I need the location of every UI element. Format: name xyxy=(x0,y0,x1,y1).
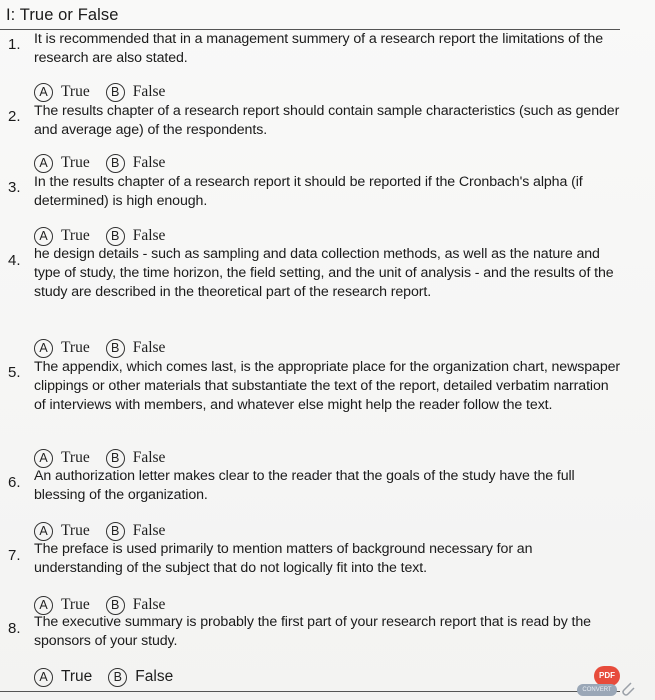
question-number: 8. xyxy=(8,620,21,637)
option-b-circle: B xyxy=(106,449,125,468)
option-a-circle: A xyxy=(34,522,53,541)
option-a-circle: A xyxy=(34,154,53,173)
question-text: It is recommended that in a management summery of a research report the limitations of the research are also stated. xyxy=(34,31,604,66)
question-number: 5. xyxy=(8,364,21,381)
option-a-label: True xyxy=(61,449,90,466)
question-number: 7. xyxy=(8,547,21,564)
option-b-circle: B xyxy=(106,154,125,173)
option-a-circle: A xyxy=(34,449,53,468)
option-b-label: False xyxy=(132,227,166,244)
option-a[interactable] xyxy=(34,227,90,246)
answer-options xyxy=(34,666,189,688)
answer-options xyxy=(34,152,181,174)
option-b[interactable] xyxy=(106,83,166,102)
option-b[interactable] xyxy=(106,449,166,468)
question-number: 3. xyxy=(8,179,21,196)
option-a-label: True xyxy=(61,154,90,171)
option-b-label: False xyxy=(132,522,166,539)
option-a-label: True xyxy=(61,339,90,356)
option-b-label: False xyxy=(132,596,166,613)
option-b[interactable] xyxy=(106,339,166,358)
pdf-icon[interactable]: PDF xyxy=(594,666,620,686)
option-a-circle: A xyxy=(34,339,53,358)
question-number: 6. xyxy=(8,474,21,491)
option-a[interactable] xyxy=(34,668,92,687)
answer-options xyxy=(34,447,181,469)
pdf-convert-label[interactable]: CONVERT xyxy=(577,684,617,696)
option-b-circle: B xyxy=(106,339,125,358)
question-text: The executive summary is probably the first part of your research report that is read by the sponsors of your study. xyxy=(34,614,591,649)
question-text: An authorization letter makes clear to the reader that the goals of the study have the full blessing of the organization. xyxy=(34,468,575,503)
option-a-label: True xyxy=(61,522,90,539)
option-a[interactable] xyxy=(34,449,90,468)
option-b[interactable] xyxy=(106,154,166,173)
question-text: The appendix, which comes last, is the appropriate place for the organization chart, newspaper clippings or other materials that substantiate the text of the report, detailed verbatim narration of interviews with members, and whatever else might help the reader follow the text. xyxy=(34,359,621,413)
question-number: 4. xyxy=(8,252,21,269)
option-a-label: True xyxy=(61,227,90,244)
option-a[interactable] xyxy=(34,596,90,615)
option-a-label: True xyxy=(61,83,90,100)
option-a-circle: A xyxy=(34,596,53,615)
option-a[interactable] xyxy=(34,522,90,541)
answer-options xyxy=(34,520,181,542)
option-b[interactable] xyxy=(106,227,166,246)
question-text: In the results chapter of a research report it should be reported if the Cronbach's alpha (if determined) is high enough. xyxy=(34,174,583,209)
option-a-circle: A xyxy=(34,83,53,102)
option-a-circle: A xyxy=(34,227,53,246)
option-b-label: False xyxy=(135,668,174,685)
answer-options xyxy=(34,225,181,247)
question-text: The preface is used primarily to mention matters of background necessary for an understanding of the subject that do not logically fit into the text. xyxy=(34,541,533,576)
question-number: 2. xyxy=(8,108,21,125)
option-b-circle: B xyxy=(106,522,125,541)
option-b-label: False xyxy=(132,339,166,356)
section-title: I: True or False xyxy=(6,6,119,24)
option-b[interactable] xyxy=(106,522,166,541)
option-a[interactable] xyxy=(34,154,90,173)
question-text: The results chapter of a research report should contain sample characteristics (such as gender and average age) of the respondents. xyxy=(34,103,620,138)
paperclip-icon[interactable] xyxy=(620,680,636,698)
option-b[interactable] xyxy=(108,668,173,687)
answer-options xyxy=(34,81,181,103)
option-b-circle: B xyxy=(108,668,127,687)
option-b-circle: B xyxy=(106,83,125,102)
option-b-circle: B xyxy=(106,596,125,615)
option-a[interactable] xyxy=(34,83,90,102)
option-a-label: True xyxy=(61,668,93,685)
option-b[interactable] xyxy=(106,596,166,615)
option-b-label: False xyxy=(132,449,166,466)
option-b-label: False xyxy=(132,154,166,171)
answer-options xyxy=(34,337,181,359)
question-text: he design details - such as sampling and data collection methods, as well as the nature and type of study, the time horizon, the field setting, and the unit of analysis - and the results of the study are described in the theoretical part of the research report. xyxy=(34,246,614,300)
bottom-divider xyxy=(0,691,620,692)
option-a-circle: A xyxy=(34,668,53,687)
option-a-label: True xyxy=(61,596,90,613)
question-number: 1. xyxy=(8,36,21,53)
option-b-circle: B xyxy=(106,227,125,246)
option-a[interactable] xyxy=(34,339,90,358)
option-b-label: False xyxy=(132,83,166,100)
